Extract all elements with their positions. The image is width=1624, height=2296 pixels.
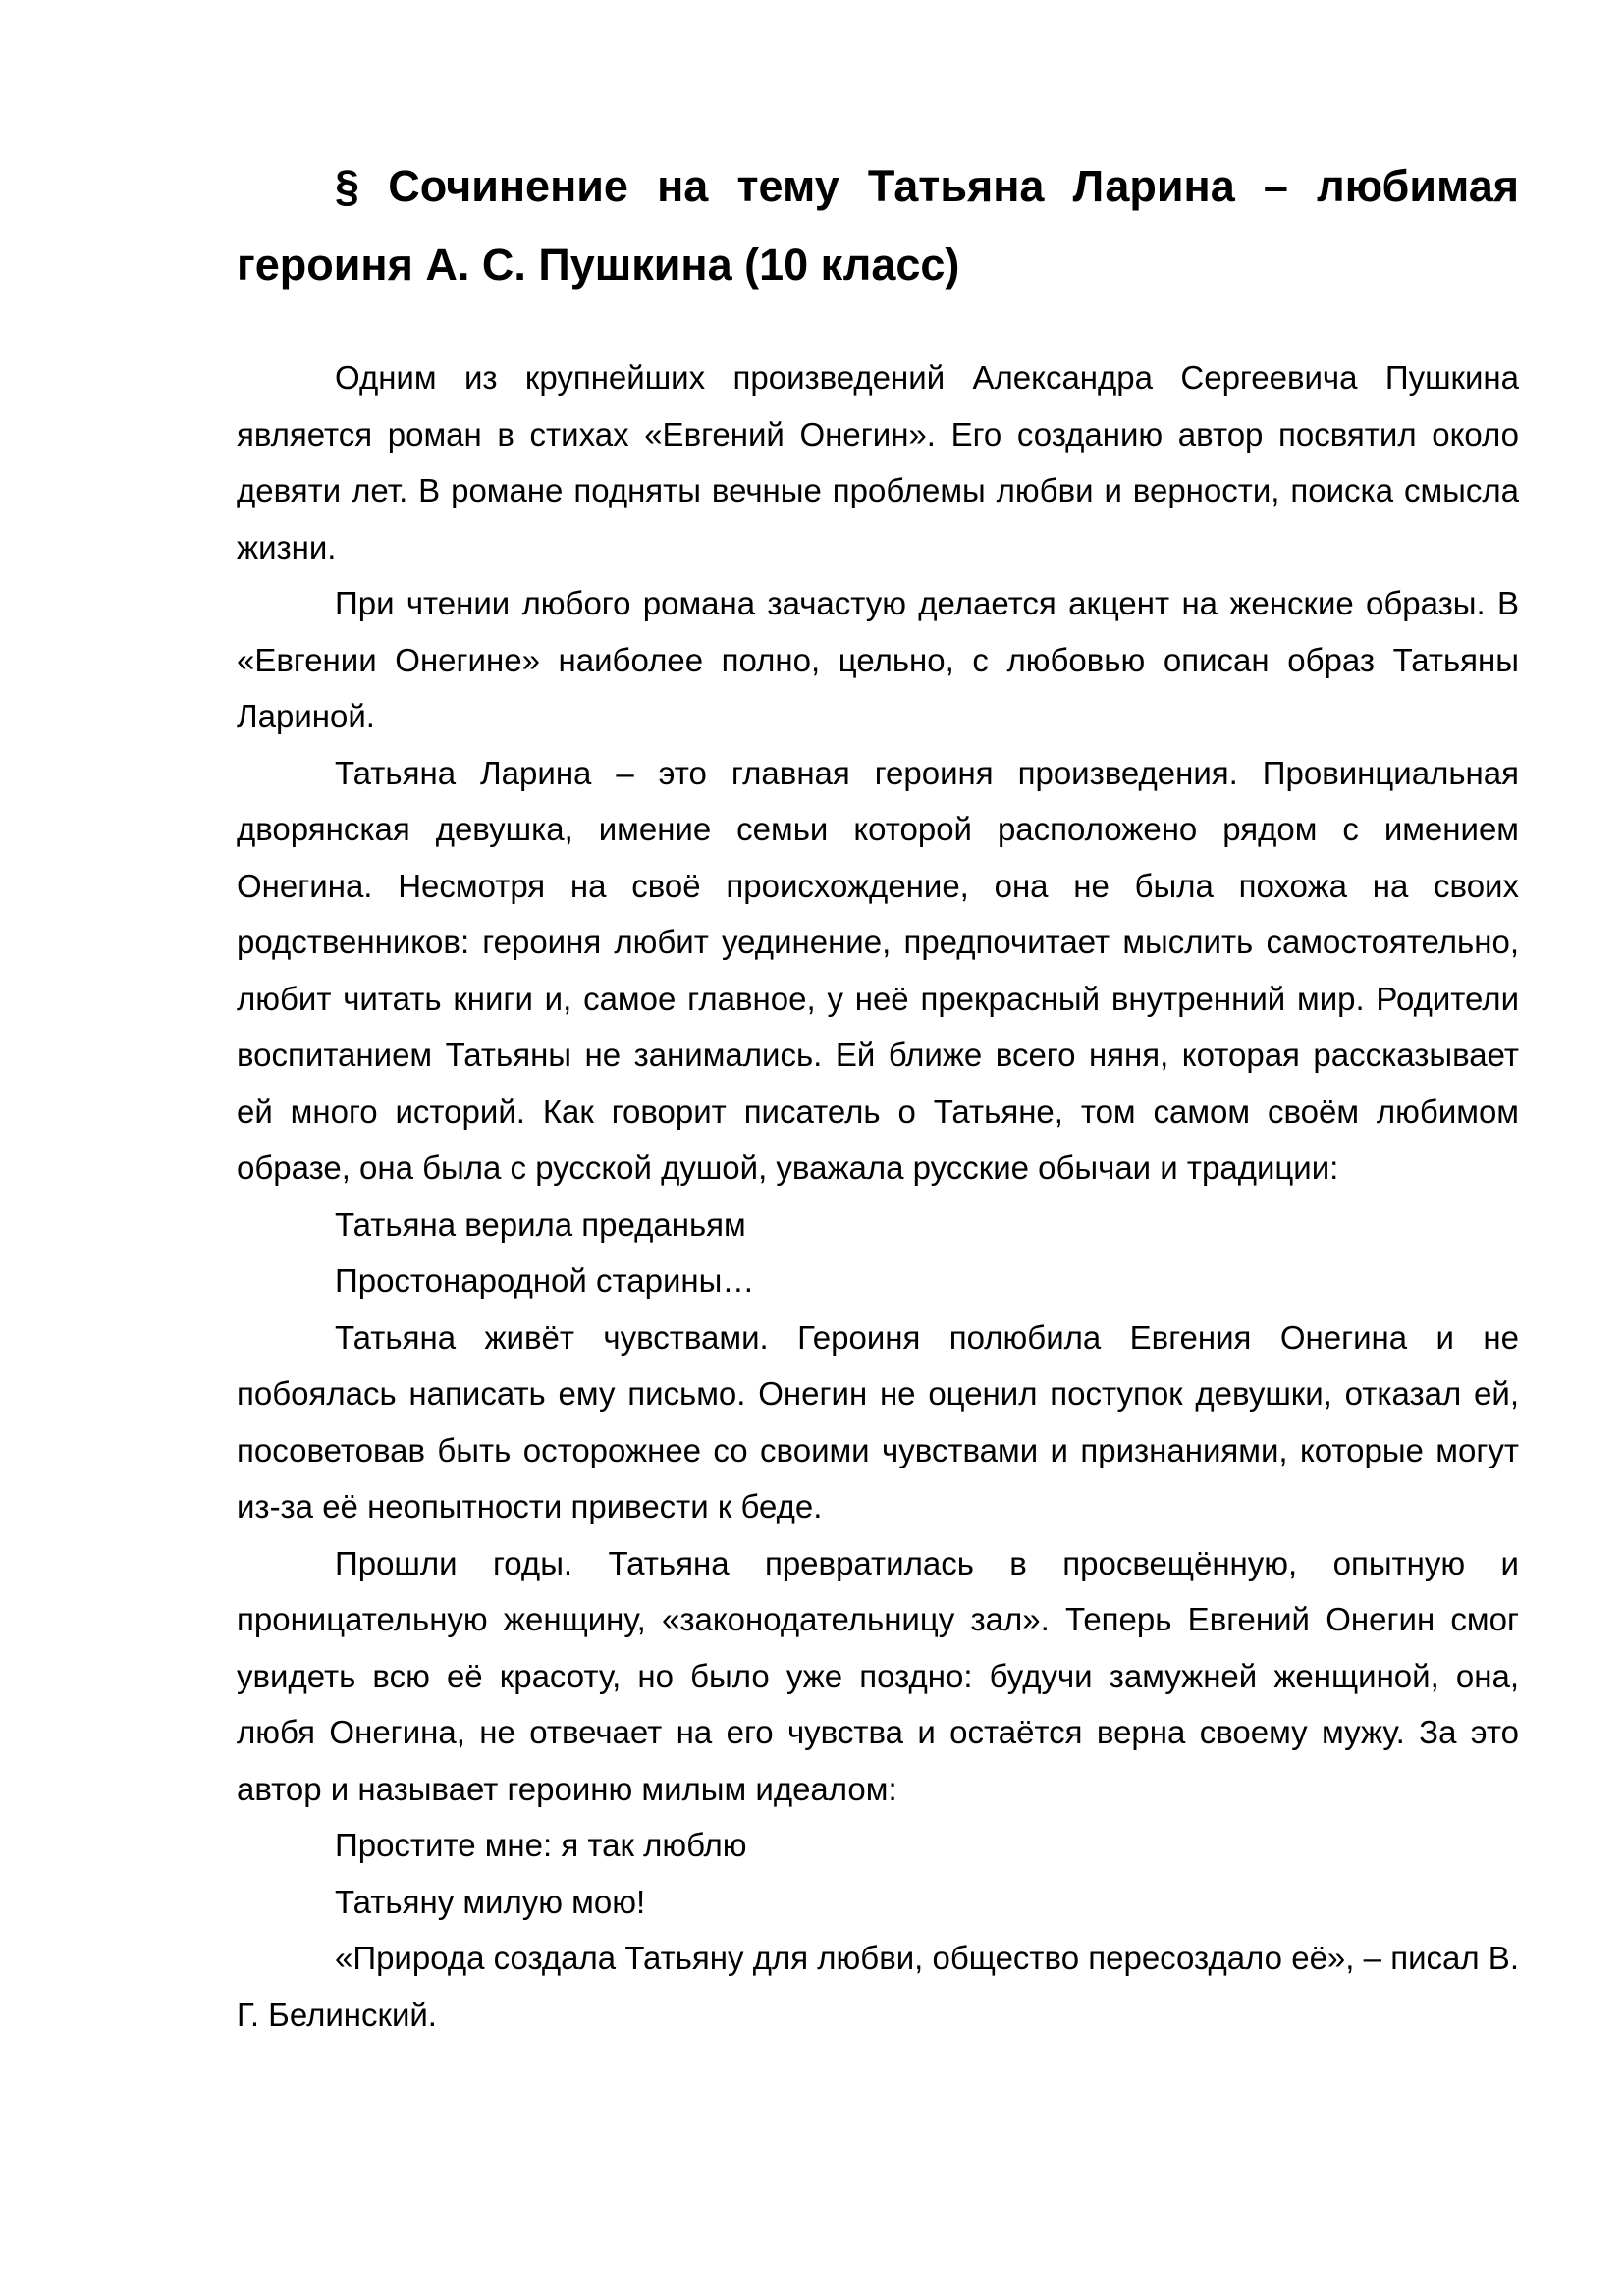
paragraph-feelings: Татьяна живёт чувствами. Героиня полюбила Евгения Онегина и не побоялась написать ему письмо. Онегин не оценил поступок девушки, отказал ей, посоветовав быть осторожнее со своими чувствами и признаниями, которые могут из-за её неопытности привести к беде. <box>237 1318 1519 1524</box>
paragraph-years-passed: Прошли годы. Татьяна превратилась в просвещённую, опытную и проницательную женщину, «законодательницу зал». Теперь Евгений Онегин смог увидеть всю её красоту, но было уже поздно: будучи замужней женщиной, она, любя Онегина, не отвечает на его чувства и остаётся верна своему мужу. За это автор и называет героиню милым идеалом: <box>237 1544 1519 1807</box>
document-page <box>237 147 1519 2043</box>
verse-line: Татьяну милую мою! <box>335 1883 646 1920</box>
verse-line: Простонародной старины… <box>335 1262 755 1299</box>
paragraph-intro: Одним из крупнейших произведений Александра Сергеевича Пушкина является роман в стихах «Евгений Онегин». Его созданию автор посвятил около девяти лет. В романе подняты вечные проблемы любви и верности, поиска смысла жизни. <box>237 359 1519 565</box>
paragraph-belinsky-quote: «Природа создала Татьяну для любви, общество пересоздало её», – писал В. Г. Белинский. <box>237 1940 1519 2033</box>
paragraph-tatyana-character: Татьяна Ларина – это главная героиня произведения. Провинциальная дворянская девушка, имение семьи которой расположено рядом с имением Онегина. Несмотря на своё происхождение, она не была похожа на своих родственников: героиня любит уединение, предпочитает мыслить самостоятельно, любит читать книги и, самое главное, у неё прекрасный внутренний мир. Родители воспитанием Татьяны не занимались. Ей ближе всего няня, которая рассказывает ей много историй. Как говорит писатель о Татьяне, том самом своём любимом образе, она была с русской душой, уважала русские обычаи и традиции: <box>237 754 1519 1186</box>
verse-line: Простите мне: я так люблю <box>335 1827 747 1863</box>
verse-line: Татьяна верила преданьям <box>335 1205 746 1243</box>
paragraph-female-images: При чтении любого романа зачастую делается акцент на женские образы. В «Евгении Онегине» наиболее полно, цельно, с любовью описан образ Татьяны Лариной. <box>237 585 1519 734</box>
page-title: § Сочинение на тему Татьяна Ларина – любимая героиня А. С. Пушкина (10 класс) <box>237 161 1519 290</box>
